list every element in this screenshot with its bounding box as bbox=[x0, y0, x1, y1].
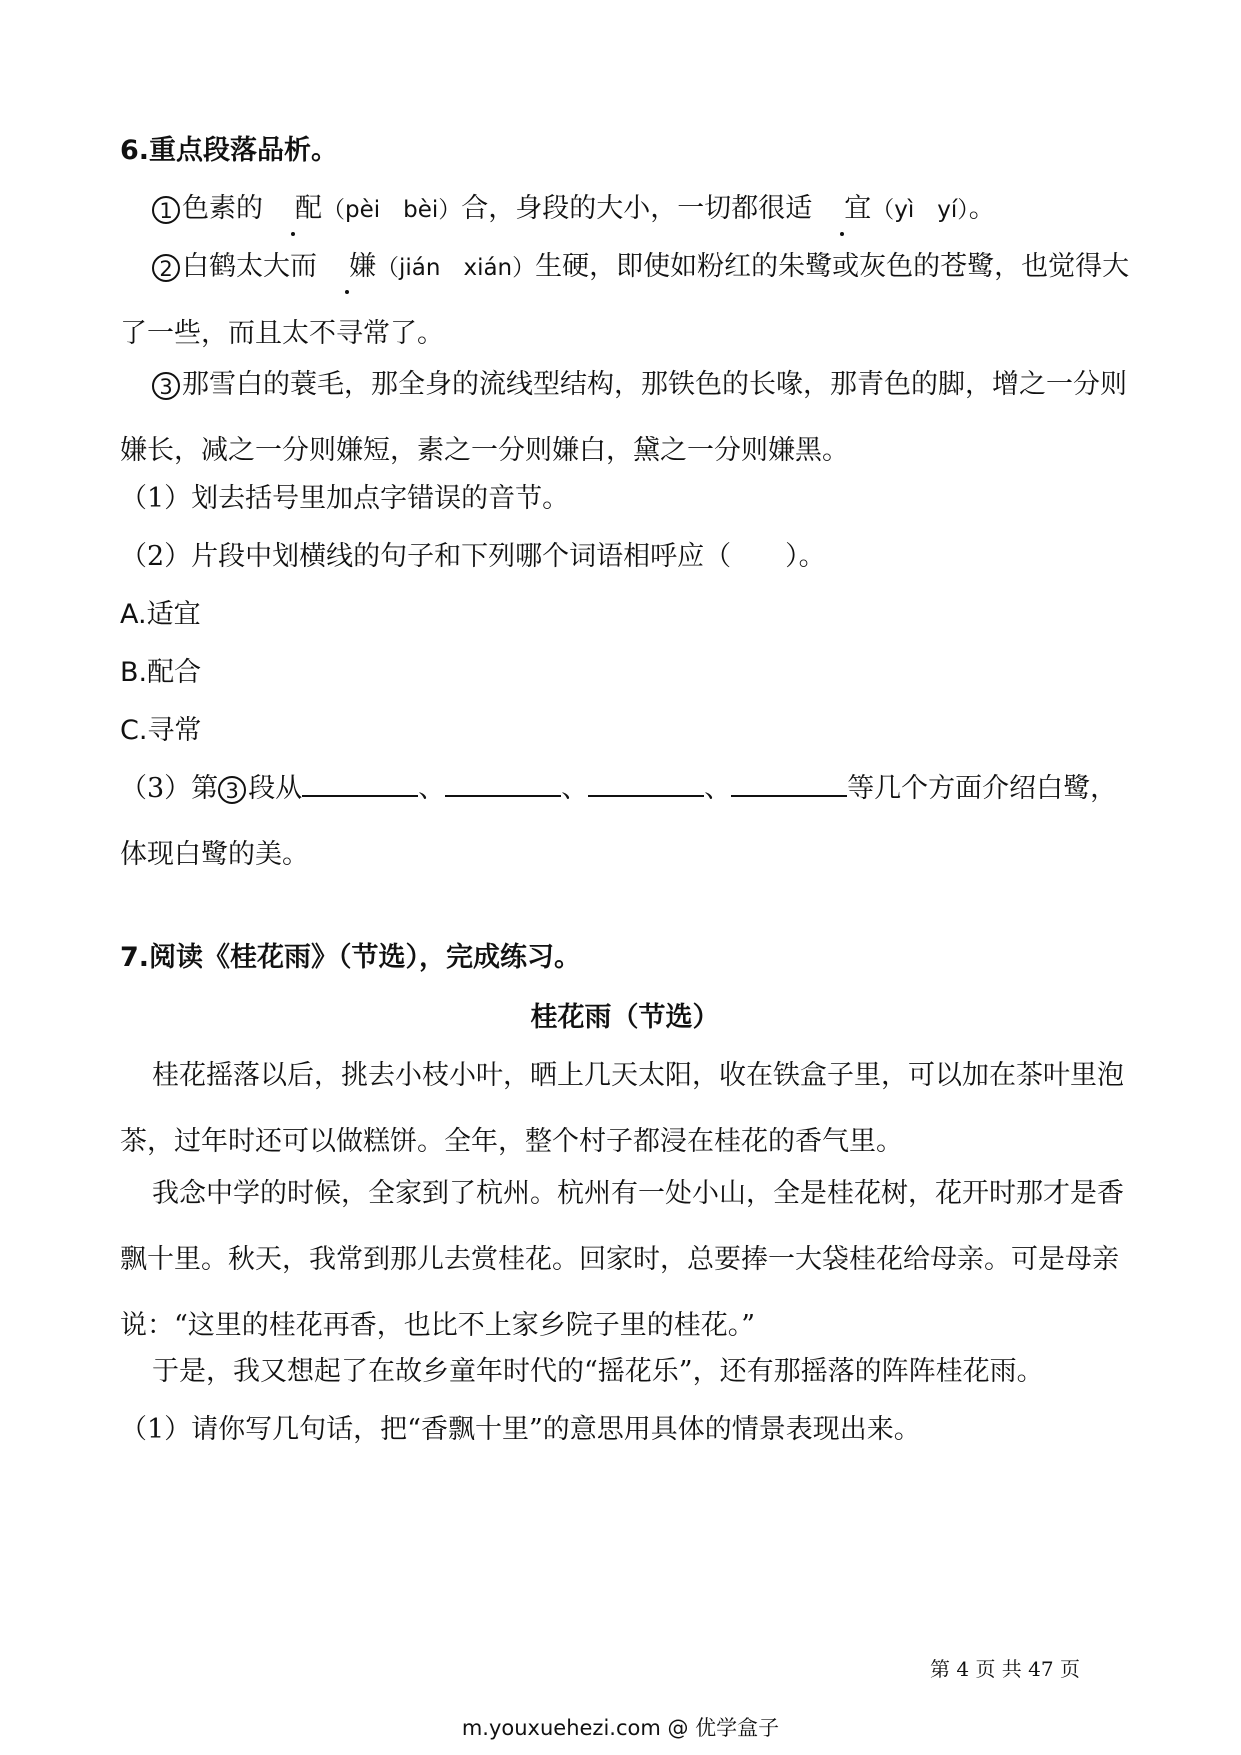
pinyin-choice: （yì yí） bbox=[871, 197, 969, 223]
dotted-char: 嫌 bbox=[317, 234, 376, 300]
text: 。 bbox=[968, 193, 996, 224]
q7-paragraph-1: 桂花摇落以后，挑去小枝小叶，晒上几天太阳，收在铁盒子里，可以加在茶叶里泡茶，过年时还可以做糕饼。全年，整个村子都浸在桂花的香气里。 bbox=[120, 1060, 1124, 1157]
q6-paragraph-3 bbox=[120, 352, 1130, 484]
footer-watermark: m.youxuehezi.com @ 优学盒子 bbox=[461, 1716, 780, 1740]
q6-title: 6.重点段落品析。 bbox=[120, 135, 339, 166]
q7-sub-question-1: （1）请你写几句话，把“香飘十里”的意思用具体的情景表现出来。 bbox=[120, 1414, 921, 1445]
dotted-char: 配 bbox=[263, 176, 322, 242]
pinyin-choice: （pèi bèi） bbox=[322, 197, 462, 223]
q6-paragraph-1 bbox=[120, 176, 1130, 243]
fill-blank-4[interactable] bbox=[731, 763, 847, 797]
text: 生硬，即使如粉红的朱鹭或灰色的苍鹭，也觉得大了一些，而且太不寻常了。 bbox=[120, 251, 1130, 349]
text: 白鹤太大而 bbox=[182, 251, 317, 282]
text: 段从 bbox=[248, 773, 303, 804]
option-c: C.寻常 bbox=[120, 715, 202, 746]
text: 色素的 bbox=[182, 193, 263, 224]
dotted-char: 宜 bbox=[812, 176, 871, 242]
separator: 、 bbox=[561, 773, 589, 804]
q7-paragraph-3: 于是，我又想起了在故乡童年时代的“摇花乐”，还有那摇落的阵阵桂花雨。 bbox=[152, 1356, 1044, 1387]
fill-blank-1[interactable] bbox=[302, 763, 418, 797]
q7-paragraph-2: 我念中学的时候，全家到了杭州。杭州有一处小山，全是桂花树，花开时那才是香飘十里。秋天，我常到那儿去赏桂花。回家时，总要捧一大袋桂花给母亲。可是母亲说：“这里的桂花再香，也比不上家乡院子里的桂花。” bbox=[120, 1178, 1124, 1341]
q6-sub-question-3 bbox=[120, 756, 1130, 888]
q7-title: 7.阅读《桂花雨》（节选），完成练习。 bbox=[120, 942, 582, 973]
circled-number-3: 3 bbox=[218, 776, 246, 804]
page-number: 第 4 页 共 47 页 bbox=[930, 1657, 1080, 1681]
text: （3）第 bbox=[120, 773, 219, 804]
passage-title: 桂花雨（节选） bbox=[530, 1002, 720, 1033]
fill-blank-2[interactable] bbox=[445, 763, 561, 797]
circled-number-1: 1 bbox=[152, 196, 180, 224]
separator: 、 bbox=[418, 773, 446, 804]
text: 合，身段的大小，一切都很适 bbox=[461, 193, 813, 224]
circled-number-3: 3 bbox=[152, 372, 180, 400]
q6-paragraph-2 bbox=[120, 234, 1130, 367]
pinyin-choice: （jián xián） bbox=[376, 255, 536, 281]
q6-sub-question-1: （1）划去括号里加点字错误的音节。 bbox=[120, 483, 570, 514]
circled-number-2: 2 bbox=[152, 254, 180, 282]
q6-sub-question-2: （2）片段中划横线的句子和下列哪个词语相呼应（ ）。 bbox=[120, 541, 826, 572]
option-a: A.适宜 bbox=[120, 599, 201, 630]
text: 那雪白的蓑毛，那全身的流线型结构，那铁色的长喙，那青色的脚，增之一分则嫌长，减之一分则嫌短，素之一分则嫌白，黛之一分则嫌黑。 bbox=[120, 369, 1127, 466]
fill-blank-3[interactable] bbox=[588, 763, 704, 797]
text: 等几个方面介绍白鹭，体现白鹭的美。 bbox=[120, 773, 1118, 870]
separator: 、 bbox=[704, 773, 732, 804]
option-b: B.配合 bbox=[120, 657, 202, 688]
